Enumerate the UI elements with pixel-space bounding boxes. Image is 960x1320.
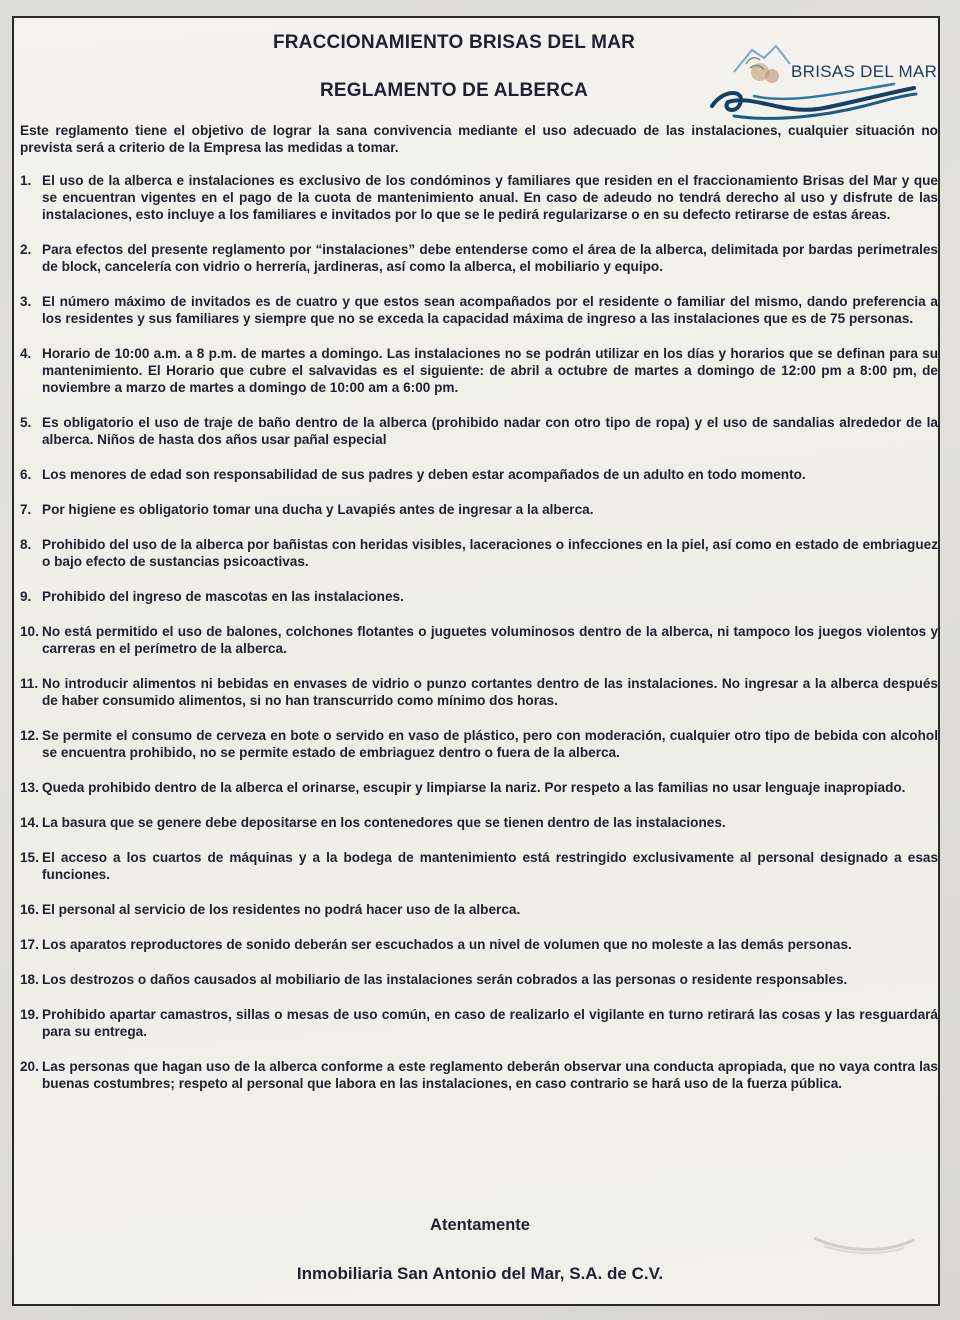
rule-text: Por higiene es obligatorio tomar una ducha y Lavapiés antes de ingresar a la alberca. bbox=[42, 502, 594, 517]
rule-item bbox=[20, 727, 938, 761]
rule-item bbox=[20, 971, 938, 988]
rule-item bbox=[20, 501, 938, 518]
rule-item bbox=[20, 936, 938, 953]
rule-item bbox=[20, 1058, 938, 1092]
rule-text: Prohibido apartar camastros, sillas o mesas de uso común, en caso de realizarlo el vigilante en turno retirará las cosas y las resguardará para su entrega. bbox=[42, 1007, 938, 1039]
rule-item bbox=[20, 623, 938, 657]
rule-number: 13. bbox=[20, 780, 39, 795]
rule-number: 2. bbox=[20, 242, 32, 257]
rule-text: El personal al servicio de los residentes no podrá hacer uso de la alberca. bbox=[42, 902, 521, 917]
page-title: FRACCIONAMIENTO BRISAS DEL MAR bbox=[272, 32, 636, 53]
rules-list bbox=[20, 172, 938, 1110]
rule-number: 15. bbox=[20, 850, 39, 865]
rule-text: La basura que se genere debe depositarse en los contenedores que se tienen dentro de las instalaciones. bbox=[42, 815, 726, 830]
rule-number: 16. bbox=[20, 902, 39, 917]
rule-text: No está permitido el uso de balones, colchones flotantes o juguetes voluminosos dentro de la alberca, ni tampoco los juegos violentos y carreras en el perímetro de la alberca. bbox=[42, 624, 938, 656]
rule-text: Las personas que hagan uso de la alberca conforme a este reglamento deberán observar una conducta apropiada, que no vaya contra las buenas costumbres; respeto al personal que labora en las instalaciones, en caso contrario se hará uso de la fuerza pública. bbox=[42, 1059, 938, 1091]
rule-number: 3. bbox=[20, 294, 32, 309]
rule-number: 7. bbox=[20, 502, 32, 517]
rule-text: Es obligatorio el uso de traje de baño dentro de la alberca (prohibido nadar con otro tipo de ropa) y el uso de sandalias alrededor de la alberca. Niños de hasta dos años usar pañal especial bbox=[42, 415, 938, 447]
rule-item bbox=[20, 172, 938, 223]
rule-item bbox=[20, 901, 938, 918]
rule-item bbox=[20, 293, 938, 327]
rule-item bbox=[20, 536, 938, 570]
rule-number: 9. bbox=[20, 589, 32, 604]
rule-item bbox=[20, 1006, 938, 1040]
rule-item bbox=[20, 814, 938, 831]
rule-text: Prohibido del uso de la alberca por bañistas con heridas visibles, laceraciones o infecciones en la piel, así como en estado de embriaguez o bajo efecto de sustancias psicoactivas. bbox=[42, 537, 938, 569]
rule-text: Los aparatos reproductores de sonido deberán ser escuchados a un nivel de volumen que no moleste a las demás personas. bbox=[42, 937, 852, 952]
rule-text: No introducir alimentos ni bebidas en envases de vidrio o punzo cortantes dentro de las instalaciones. No ingresar a la alberca después de haber consumido alimentos, si no han transcurrido como mínimo dos horas. bbox=[42, 676, 938, 708]
rule-number: 19. bbox=[20, 1007, 39, 1022]
rule-item bbox=[20, 779, 938, 796]
rule-text: El uso de la alberca e instalaciones es exclusivo de los condóminos y familiares que residen en el fraccionamiento Brisas del Mar y que se encuentran vigentes en el pago de la cuota de mantenimiento anual. En caso de adeudo no tendrá derecho al uso y disfrute de las instalaciones, esto incluye a los familiares e invitados por lo que se le pedirá regularizarse o en su defecto retirarse de estas áreas. bbox=[42, 173, 938, 222]
rule-item bbox=[20, 241, 938, 275]
rule-text: El acceso a los cuartos de máquinas y a la bodega de mantenimiento está restringido exclusivamente al personal designado a esas funciones. bbox=[42, 850, 938, 882]
rule-text: Los menores de edad son responsabilidad de sus padres y deben estar acompañados de un adulto en todo momento. bbox=[42, 467, 806, 482]
logo-text: BRISAS DEL MAR bbox=[791, 62, 938, 81]
smudge-mark bbox=[804, 1218, 924, 1258]
rule-text: Los destrozos o daños causados al mobiliario de las instalaciones serán cobrados a las personas o residente responsables. bbox=[42, 972, 848, 987]
rule-item bbox=[20, 849, 938, 883]
rule-text: Para efectos del presente reglamento por “instalaciones” debe entenderse como el área de la alberca, delimitada por bardas perimetrales de block, cancelería con vidrio o herrería, jardineras, así como la alberca, el mobiliario y equipo. bbox=[42, 242, 938, 274]
rule-number: 1. bbox=[20, 173, 32, 188]
rule-item bbox=[20, 345, 938, 396]
rule-number: 4. bbox=[20, 346, 32, 361]
rule-number: 12. bbox=[20, 728, 39, 743]
rule-text: Prohibido del ingreso de mascotas en las instalaciones. bbox=[42, 589, 404, 604]
rule-item bbox=[20, 588, 938, 605]
closing-signature: Inmobiliaria San Antonio del Mar, S.A. de C.V. bbox=[296, 1264, 664, 1283]
rule-number: 8. bbox=[20, 537, 32, 552]
intro-paragraph: Este reglamento tiene el objetivo de lograr la sana convivencia mediante el uso adecuado de las instalaciones, cualquier situación no prevista será a criterio de la Empresa las medidas a tomar. bbox=[20, 123, 938, 155]
rule-text: El número máximo de invitados es de cuatro y que estos sean acompañados por el residente o familiar del mismo, dando preferencia a los residentes y sus familiares y siempre que no se exceda la capacidad máxima de ingreso a las instalaciones que es de 75 personas. bbox=[42, 294, 938, 326]
rule-item bbox=[20, 675, 938, 709]
rule-number: 11. bbox=[20, 676, 39, 691]
rule-item bbox=[20, 414, 938, 448]
rule-text: Se permite el consumo de cerveza en bote o servido en vaso de plástico, pero con moderación, cualquier otro tipo de bebida con alcohol se encuentra prohibido, no se permite estado de embriaguez dentro o fuera de la alberca. bbox=[42, 728, 938, 760]
rule-text: Horario de 10:00 a.m. a 8 p.m. de martes a domingo. Las instalaciones no se podrán utilizar en los días y horarios que se definan para su mantenimiento. El Horario que cubre el salvavidas es el siguiente: de abril a octubre de martes a domingo de 12:00 pm a 8:00 pm, de noviembre a marzo de martes a domingo de 10:00 am a 6:00 pm. bbox=[42, 346, 938, 395]
rule-item bbox=[20, 466, 938, 483]
rule-number: 18. bbox=[20, 972, 39, 987]
rule-number: 14. bbox=[20, 815, 39, 830]
rule-number: 10. bbox=[20, 624, 39, 639]
page-subtitle: REGLAMENTO DE ALBERCA bbox=[319, 80, 589, 101]
rule-number: 5. bbox=[20, 415, 32, 430]
rule-number: 20. bbox=[20, 1059, 39, 1074]
pool-rules-sign bbox=[12, 16, 940, 1306]
rule-number: 17. bbox=[20, 937, 39, 952]
rule-number: 6. bbox=[20, 467, 32, 482]
closing-salutation: Atentamente bbox=[430, 1216, 530, 1234]
rule-text: Queda prohibido dentro de la alberca el orinarse, escupir y limpiarse la nariz. Por respeto a las familias no usar lenguaje inapropiado. bbox=[42, 780, 906, 795]
